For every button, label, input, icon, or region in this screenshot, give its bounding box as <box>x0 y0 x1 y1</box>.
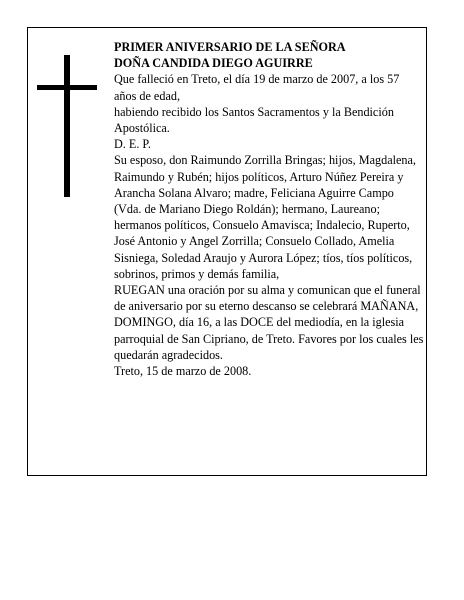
notice-heading-line1: PRIMER ANIVERSARIO DE LA SEÑORA <box>114 40 346 54</box>
cross-vertical-bar <box>64 55 70 197</box>
obituary-text <box>114 39 424 379</box>
funeral-request: RUEGAN una oración por su alma y comunican que el funeral de aniversario por su eterno descanso se celebrará MAÑANA, DOMINGO, día 16, a las DOCE del mediodía, en la iglesia parroquial de San Cipriano, de Treto. Favores por los cuales les quedarán agradecidos. <box>114 283 424 362</box>
family-list: Su esposo, don Raimundo Zorrilla Bringas; hijos, Magdalena, Raimundo y Rubén; hijos políticos, Arturo Núñez Pereira y Arancha Solana Alvaro; madre, Feliciana Aguirre Campo (Vda. de Mariano Diego Roldán); hermano, Laureano; hermanos políticos, Consuelo Amavisca; Indalecio, Ruperto, José Antonio y Angel Zorrilla; Consuelo Collado, Amelia Sisniega, Soledad Araujo y Aurora López; tíos, tíos políticos, sobrinos, primos y demás familia, <box>114 153 416 281</box>
notice-heading-line2: DOÑA CANDIDA DIEGO AGUIRRE <box>114 56 313 71</box>
sacraments-text: habiendo recibido los Santos Sacramentos y la Bendición Apostólica. <box>114 104 394 136</box>
death-info: Que falleció en Treto, el día 19 de marzo de 2007, a los 57 años de edad, <box>114 72 400 103</box>
cross-icon <box>37 55 97 197</box>
cross-horizontal-bar <box>37 85 97 90</box>
place-date: Treto, 15 de marzo de 2008. <box>114 364 252 379</box>
dep-text: D. E. P. <box>114 137 151 152</box>
